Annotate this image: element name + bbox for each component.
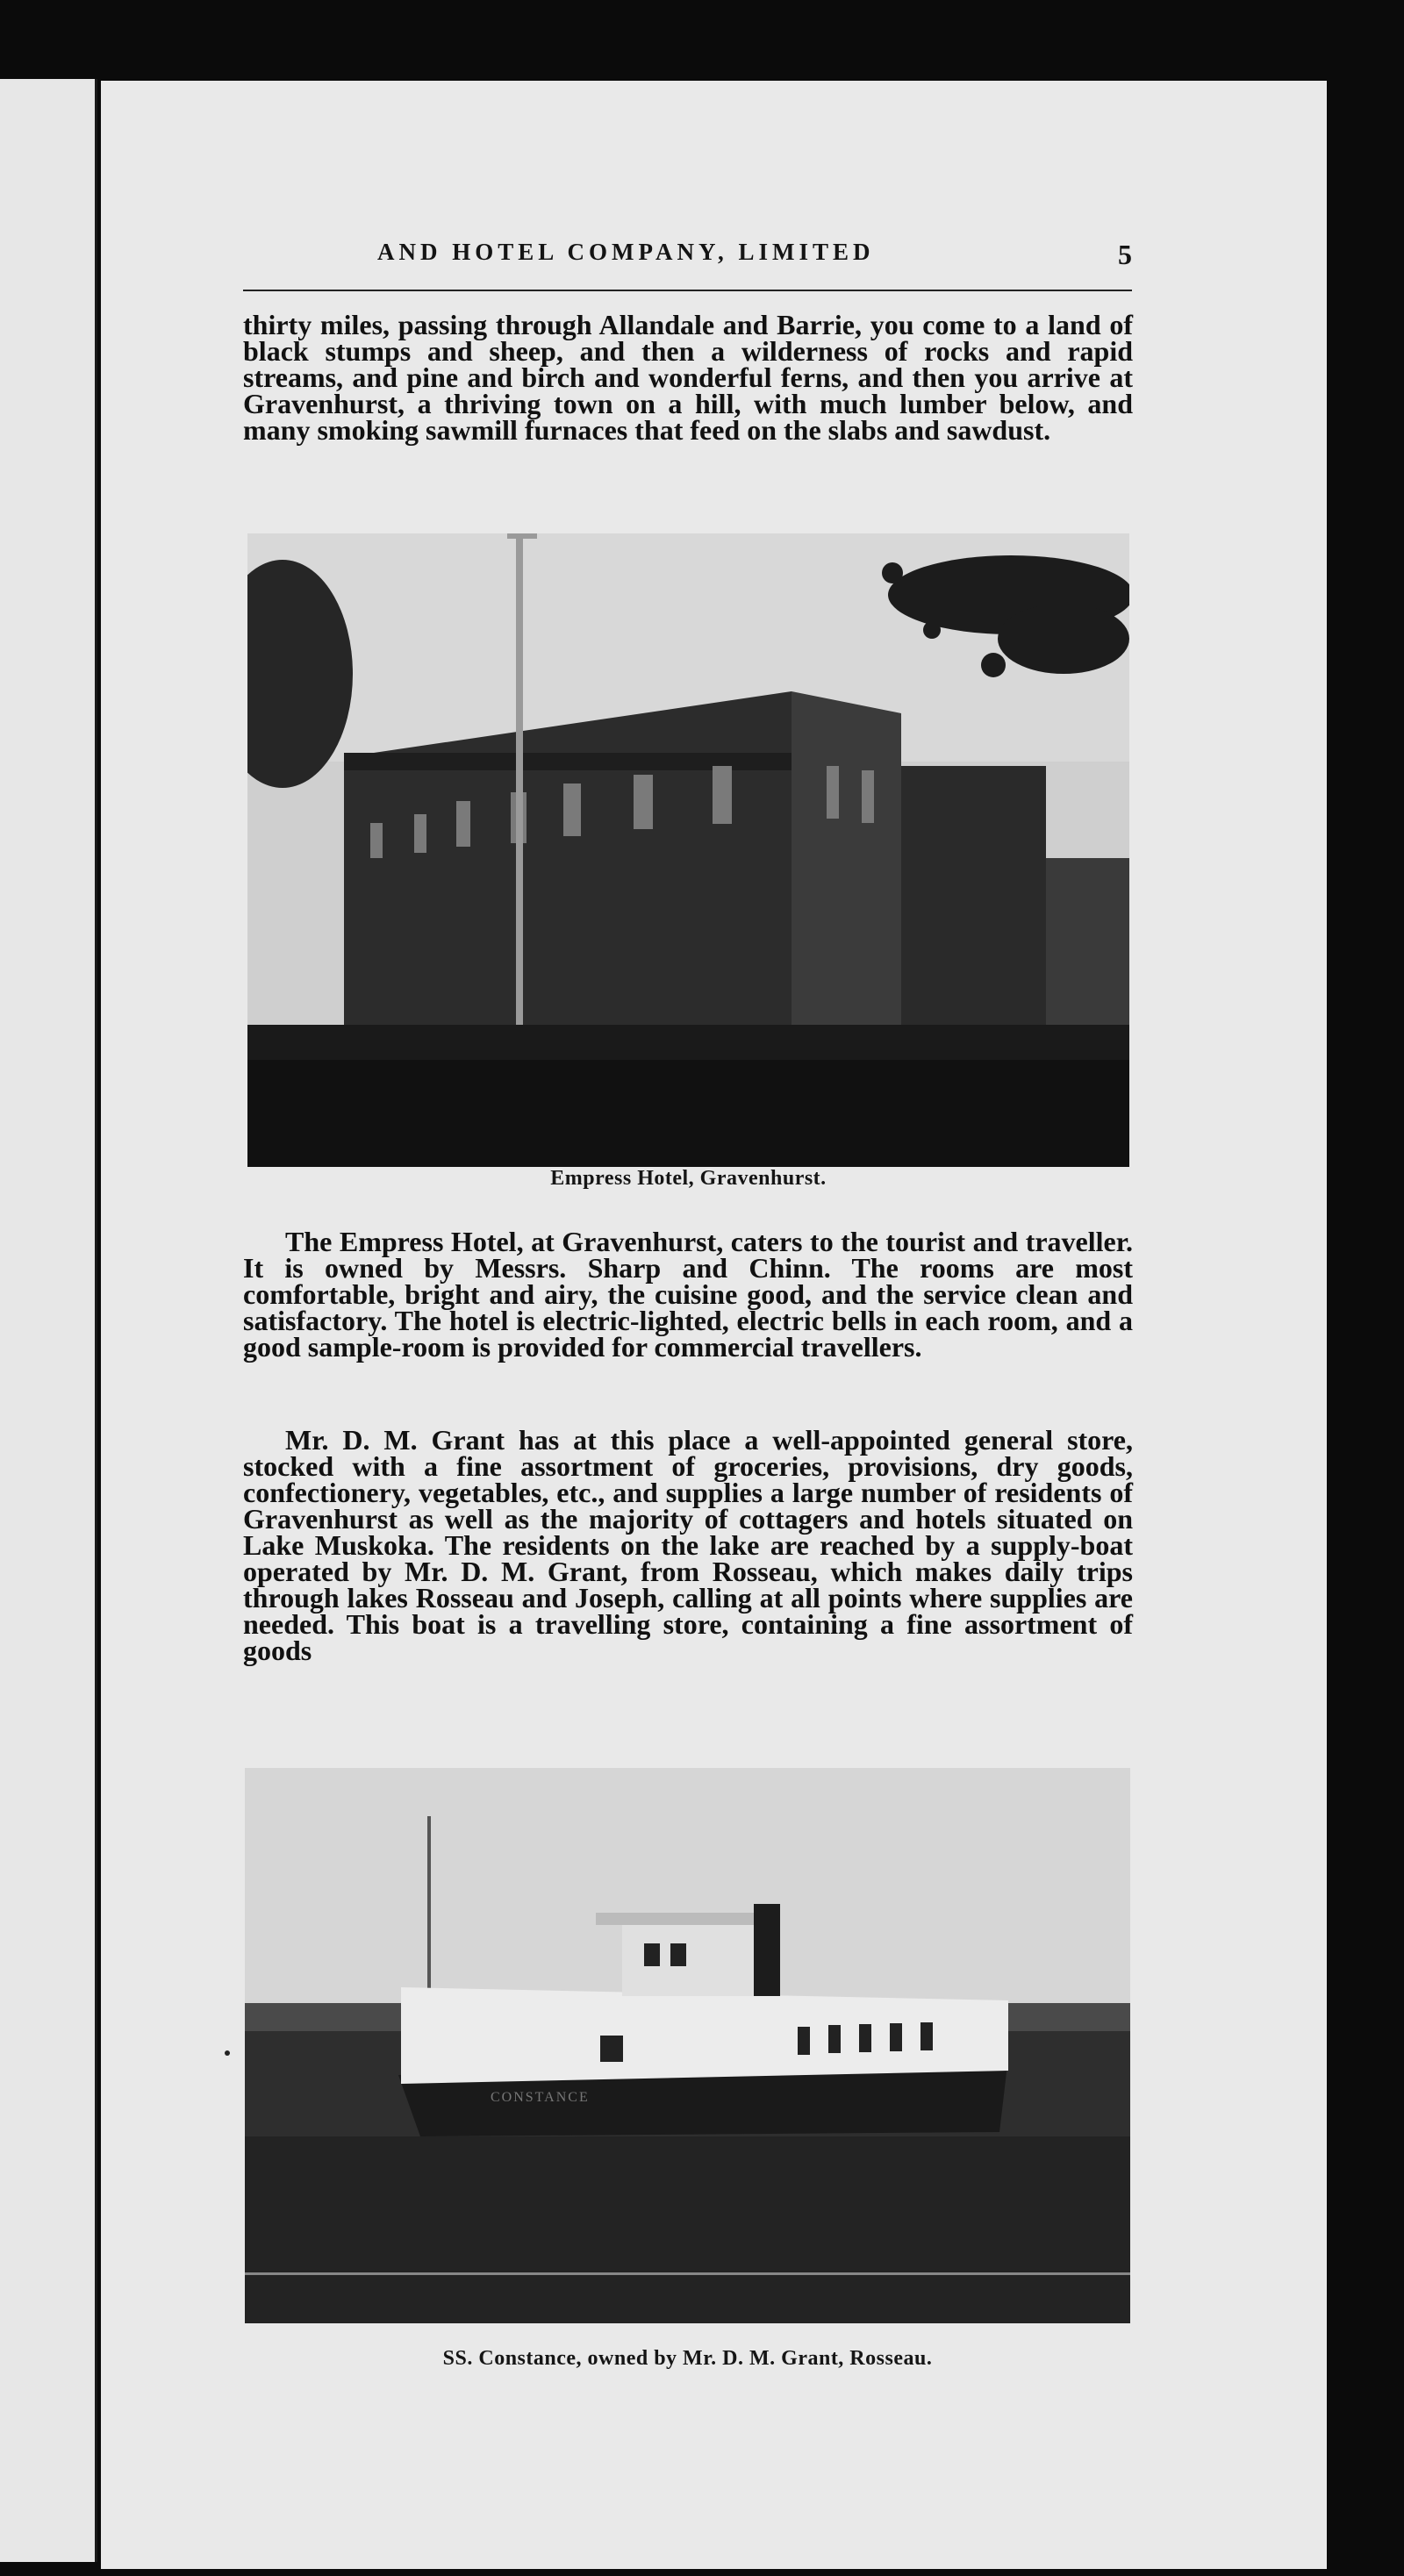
header-rule	[243, 290, 1132, 291]
hotel-photo-caption: Empress Hotel, Gravenhurst.	[550, 1167, 827, 1190]
margin-speck	[225, 2050, 230, 2056]
running-head	[377, 239, 1132, 274]
steamboat-illustration	[245, 1768, 1130, 2323]
paragraph-grant-store: Mr. D. M. Grant has at this place a well-appointed general store, stocked with a fine assortment of groceries, provisions, dry goods, confectionery, vegetables, etc., and supplies a large number of residents of Gravenhurst as well as the majority of cottagers and hotels situated on Lake Muskoka. The residents on the lake are reached by a supply-boat operated by Mr. D. M. Grant, from Rosseau, which makes daily trips through lakes Rosseau and Joseph, calling at all points where supplies are needed. This boat is a travelling store, containing a fine assortment of goods	[243, 1424, 1133, 1666]
empress-hotel-photo	[247, 533, 1129, 1167]
paragraph-intro: thirty miles, passing through Allandale and Barrie, you come to a land of black stumps and sheep, and then a wilderness of rocks and rapid streams, and pine and birch and wonderful ferns, and then you arrive at Gravenhurst, a thriving town on a hill, with much lumber below, and many smoking sawmill furnaces that feed on the slabs and sawdust.	[243, 309, 1133, 446]
facing-page-edge	[0, 79, 97, 2562]
boat-photo-caption: SS. Constance, owned by Mr. D. M. Grant, Rosseau.	[442, 2347, 933, 2370]
ss-constance-photo	[245, 1768, 1130, 2323]
running-head-title: AND HOTEL COMPANY, LIMITED	[377, 239, 875, 265]
paragraph-empress-hotel: The Empress Hotel, at Gravenhurst, caters to the tourist and traveller. It is owned by Messrs. Sharp and Chinn. The rooms are most comfortable, bright and airy, the cuisine good, and the service clean and satisfactory. The hotel is electric-lighted, electric bells in each room, and a good sample-room is provided for commercial travellers.	[243, 1226, 1133, 1363]
hotel-illustration	[247, 533, 1129, 1167]
page-number: 5	[1118, 239, 1132, 270]
hull-name: CONSTANCE	[491, 2090, 590, 2105]
